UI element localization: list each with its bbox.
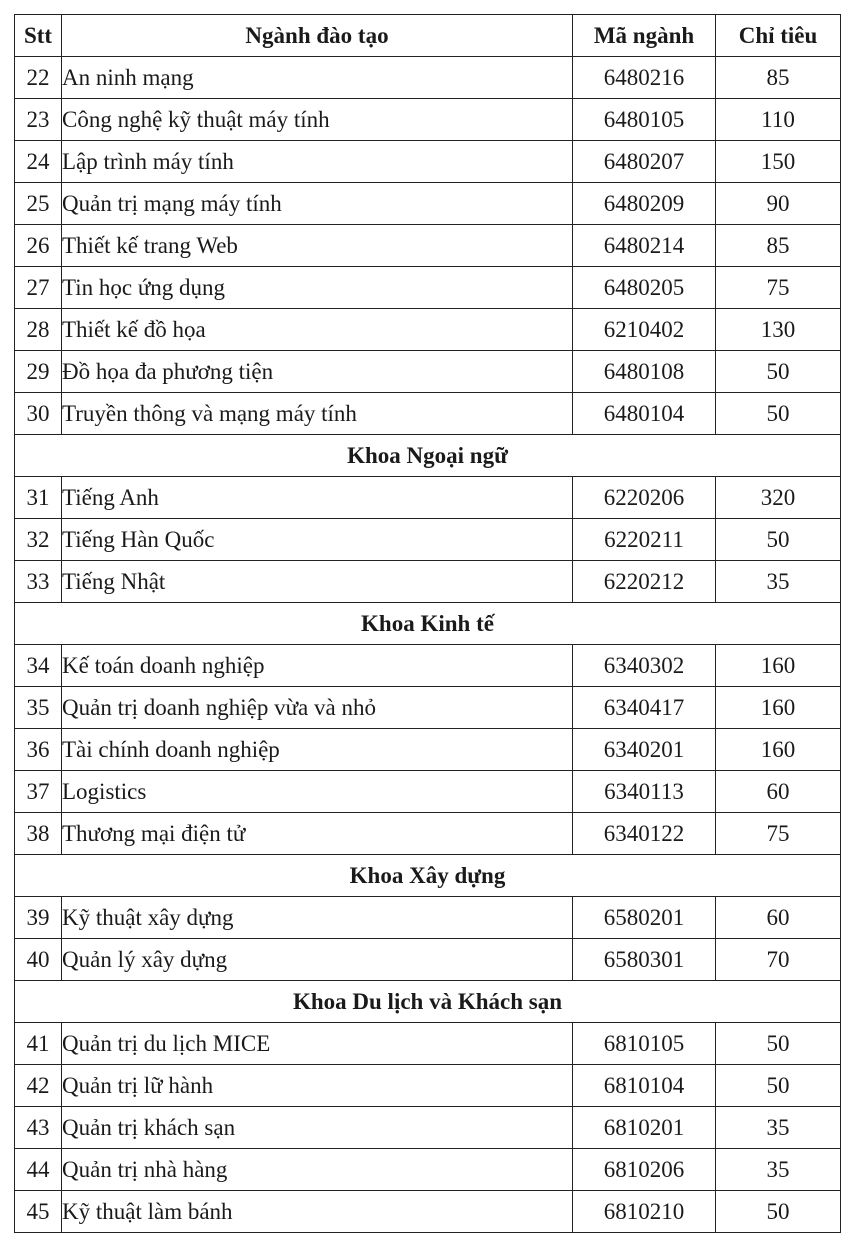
- row-stt: 23: [15, 99, 62, 141]
- row-program-code: 6480209: [573, 183, 716, 225]
- row-quota: 35: [716, 1149, 841, 1191]
- row-program-name: Kỹ thuật làm bánh: [62, 1191, 573, 1233]
- row-program-code: 6480214: [573, 225, 716, 267]
- table-row: [15, 183, 841, 225]
- row-stt: 43: [15, 1107, 62, 1149]
- row-stt: 34: [15, 645, 62, 687]
- row-stt: 24: [15, 141, 62, 183]
- row-quota: 60: [716, 897, 841, 939]
- row-program-code: 6220206: [573, 477, 716, 519]
- table-row: [15, 477, 841, 519]
- table-row: [15, 1023, 841, 1065]
- section-header-row: [15, 435, 841, 477]
- row-quota: 85: [716, 57, 841, 99]
- row-program-code: 6340122: [573, 813, 716, 855]
- row-stt: 26: [15, 225, 62, 267]
- row-program-name: Kỹ thuật xây dựng: [62, 897, 573, 939]
- row-program-code: 6480207: [573, 141, 716, 183]
- row-program-name: Đồ họa đa phương tiện: [62, 351, 573, 393]
- row-program-code: 6220211: [573, 519, 716, 561]
- row-program-name: Quản trị doanh nghiệp vừa và nhỏ: [62, 687, 573, 729]
- row-program-name: Quản trị nhà hàng: [62, 1149, 573, 1191]
- row-quota: 90: [716, 183, 841, 225]
- row-stt: 22: [15, 57, 62, 99]
- table-row: [15, 309, 841, 351]
- table-row: [15, 939, 841, 981]
- row-stt: 35: [15, 687, 62, 729]
- row-quota: 60: [716, 771, 841, 813]
- row-program-name: Công nghệ kỹ thuật máy tính: [62, 99, 573, 141]
- row-program-name: Quản lý xây dựng: [62, 939, 573, 981]
- table-row: [15, 141, 841, 183]
- row-program-code: 6480216: [573, 57, 716, 99]
- row-quota: 50: [716, 1191, 841, 1233]
- row-program-code: 6210402: [573, 309, 716, 351]
- table-row: [15, 771, 841, 813]
- row-program-name: Logistics: [62, 771, 573, 813]
- row-quota: 50: [716, 519, 841, 561]
- row-stt: 32: [15, 519, 62, 561]
- row-stt: 42: [15, 1065, 62, 1107]
- row-program-code: 6340113: [573, 771, 716, 813]
- row-quota: 50: [716, 1065, 841, 1107]
- row-quota: 110: [716, 99, 841, 141]
- table-row: [15, 561, 841, 603]
- row-program-code: 6810104: [573, 1065, 716, 1107]
- row-quota: 130: [716, 309, 841, 351]
- row-program-name: Thiết kế đồ họa: [62, 309, 573, 351]
- row-quota: 35: [716, 561, 841, 603]
- row-program-name: Quản trị du lịch MICE: [62, 1023, 573, 1065]
- row-stt: 25: [15, 183, 62, 225]
- table-row: [15, 645, 841, 687]
- row-quota: 50: [716, 393, 841, 435]
- section-header-row: [15, 981, 841, 1023]
- row-quota: 50: [716, 351, 841, 393]
- section-header-row: [15, 603, 841, 645]
- row-program-name: Lập trình máy tính: [62, 141, 573, 183]
- row-program-code: 6580201: [573, 897, 716, 939]
- row-stt: 33: [15, 561, 62, 603]
- row-program-name: Tiếng Nhật: [62, 561, 573, 603]
- row-stt: 38: [15, 813, 62, 855]
- row-program-name: Quản trị mạng máy tính: [62, 183, 573, 225]
- row-program-code: 6480108: [573, 351, 716, 393]
- table-row: [15, 57, 841, 99]
- row-stt: 40: [15, 939, 62, 981]
- header-stt: Stt: [15, 15, 62, 57]
- row-stt: 30: [15, 393, 62, 435]
- row-program-name: Tiếng Hàn Quốc: [62, 519, 573, 561]
- row-program-code: 6480105: [573, 99, 716, 141]
- row-quota: 160: [716, 645, 841, 687]
- table-header-row: [15, 15, 841, 57]
- header-program-name: Ngành đào tạo: [62, 15, 573, 57]
- table-row: [15, 351, 841, 393]
- row-program-name: Thiết kế trang Web: [62, 225, 573, 267]
- table-row: [15, 225, 841, 267]
- row-program-name: Quản trị lữ hành: [62, 1065, 573, 1107]
- row-program-name: Truyền thông và mạng máy tính: [62, 393, 573, 435]
- row-program-code: 6480205: [573, 267, 716, 309]
- row-program-name: Quản trị khách sạn: [62, 1107, 573, 1149]
- row-stt: 39: [15, 897, 62, 939]
- row-quota: 160: [716, 729, 841, 771]
- row-quota: 85: [716, 225, 841, 267]
- row-program-name: An ninh mạng: [62, 57, 573, 99]
- row-quota: 75: [716, 267, 841, 309]
- row-stt: 45: [15, 1191, 62, 1233]
- section-title: Khoa Ngoại ngữ: [15, 435, 841, 477]
- table-row: [15, 729, 841, 771]
- table-row: [15, 99, 841, 141]
- row-program-code: 6810210: [573, 1191, 716, 1233]
- row-program-name: Tài chính doanh nghiệp: [62, 729, 573, 771]
- row-quota: 160: [716, 687, 841, 729]
- table-row: [15, 393, 841, 435]
- row-stt: 36: [15, 729, 62, 771]
- admission-quota-table: [14, 14, 841, 1233]
- row-stt: 29: [15, 351, 62, 393]
- row-program-name: Thương mại điện tử: [62, 813, 573, 855]
- row-program-code: 6810201: [573, 1107, 716, 1149]
- header-quota: Chỉ tiêu: [716, 15, 841, 57]
- row-quota: 320: [716, 477, 841, 519]
- row-stt: 28: [15, 309, 62, 351]
- section-title: Khoa Kinh tế: [15, 603, 841, 645]
- row-quota: 70: [716, 939, 841, 981]
- table-row: [15, 1191, 841, 1233]
- row-quota: 35: [716, 1107, 841, 1149]
- row-program-code: 6340417: [573, 687, 716, 729]
- table-row: [15, 1107, 841, 1149]
- row-stt: 44: [15, 1149, 62, 1191]
- row-program-code: 6480104: [573, 393, 716, 435]
- row-program-name: Tin học ứng dụng: [62, 267, 573, 309]
- row-program-code: 6810105: [573, 1023, 716, 1065]
- row-stt: 41: [15, 1023, 62, 1065]
- row-quota: 75: [716, 813, 841, 855]
- section-title: Khoa Xây dựng: [15, 855, 841, 897]
- table-row: [15, 813, 841, 855]
- row-quota: 150: [716, 141, 841, 183]
- row-stt: 27: [15, 267, 62, 309]
- table-row: [15, 897, 841, 939]
- table-row: [15, 267, 841, 309]
- row-stt: 31: [15, 477, 62, 519]
- header-program-code: Mã ngành: [573, 15, 716, 57]
- row-program-code: 6220212: [573, 561, 716, 603]
- table-row: [15, 687, 841, 729]
- table-body: [15, 57, 841, 1233]
- table-row: [15, 1149, 841, 1191]
- row-program-code: 6340302: [573, 645, 716, 687]
- section-title: Khoa Du lịch và Khách sạn: [15, 981, 841, 1023]
- row-program-code: 6340201: [573, 729, 716, 771]
- table-row: [15, 1065, 841, 1107]
- row-program-code: 6810206: [573, 1149, 716, 1191]
- row-program-code: 6580301: [573, 939, 716, 981]
- row-program-name: Tiếng Anh: [62, 477, 573, 519]
- row-program-name: Kế toán doanh nghiệp: [62, 645, 573, 687]
- row-stt: 37: [15, 771, 62, 813]
- table-row: [15, 519, 841, 561]
- section-header-row: [15, 855, 841, 897]
- row-quota: 50: [716, 1023, 841, 1065]
